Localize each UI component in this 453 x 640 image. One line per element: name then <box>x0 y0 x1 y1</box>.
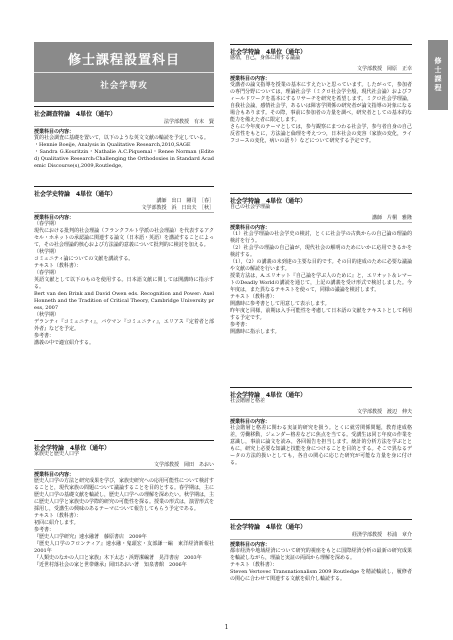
course-teacher: 経済学部教授 杉浦 章介 <box>351 532 412 538</box>
page-number: 1 <box>224 624 229 631</box>
paragraph: テキスト（教科書）： <box>34 513 82 519</box>
paragraph: ・Hennie Boeije, Analysis in Qualitative Research,2010,SAGE <box>34 142 191 148</box>
course-title: 社会学特論 4単位（通年） <box>34 440 214 452</box>
course-subtitle: 感情，自己，身体に関する議論 <box>230 55 301 61</box>
content-label: 授業科目の内容： <box>34 215 75 221</box>
paragraph: （秋学期） <box>34 312 60 318</box>
paragraph: 参考書： <box>34 333 55 339</box>
paragraph: （秋学期） <box>34 249 60 255</box>
paragraph: （2）社会学の理論の自己論が，現代社会の解明のためにいかに応用できるかを検討する。 <box>230 245 412 258</box>
course-subtitle: 家族史と歴史人口学 <box>34 451 80 457</box>
course-block <box>230 193 412 343</box>
separator <box>230 222 412 223</box>
course-content <box>34 478 220 569</box>
course-block <box>230 387 412 482</box>
course-content <box>230 82 412 145</box>
paragraph: 授業方法は，A.エリオット『自己論を学ぶ人のために』と，エリオット＆レマートのDeadly Worldの講読を通じて，上記の講義を受け形式で検討しました。今年度は，また異なるテキストを使って，同様の議論を検討します。 <box>230 273 412 293</box>
course-title: 社会調査特論 4単位（通年） <box>34 106 214 118</box>
course-block <box>34 106 214 169</box>
paragraph: 『近世村落社会の家と世帯継承』岡田あおい著 知泉書館 2006年 <box>34 562 187 568</box>
content-label: 授業科目の内容： <box>230 76 271 82</box>
course-block <box>230 44 412 149</box>
paragraph: 『歴史人口学研究』速水融著 藤原書店 2009年 <box>34 534 147 540</box>
paragraph: 初回に紹介します。 <box>34 520 79 526</box>
course-title: 社会学特論 4単位（通年） <box>230 519 412 531</box>
paragraph: テキスト（教科書）： <box>230 294 278 300</box>
course-content <box>230 425 412 467</box>
paragraph: 参考書： <box>230 322 251 328</box>
course-teacher: 文学部教授 渡辺 伸夫 <box>356 409 412 415</box>
paragraph: 質的社会調査に基礎を置いて，以下のような英文文献の輪読を予定している。 <box>34 135 209 141</box>
paragraph: 現代における批判的社会理論（フランクフルト学派の社会理論）を代表するアクセル・ホネットの承認論に関連する論文（日本語・英語）を講読することによって，その社会理論的核心および方法論的意義について批判的に検討を加える。 <box>34 228 215 248</box>
paragraph: 『人類史のなかの人口と家族』木下太志・浜野潔編著 晃洋書房 2003年 <box>34 555 202 561</box>
paragraph: コミュニティ論についての文献を講読する。 <box>34 256 134 262</box>
paragraph: Steven Vertovec Transnationalism 2009 Routledge を精読輪読し，履修者の関心に合わせて関連する文献を紹介し輪読する。 <box>230 569 412 582</box>
header-divider <box>34 72 214 73</box>
paragraph: 『歴史人口学のフロンティア』速水融・鬼頭宏・友部謙一編 東洋経済新報社 2001年 <box>34 541 220 554</box>
course-teacher: 文学部教授 岡田 あおい <box>153 462 214 468</box>
separator <box>230 416 412 417</box>
course-subtitle: 社会階層と格差 <box>230 398 266 404</box>
paragraph: 参考書： <box>34 527 55 533</box>
course-teacher: 講師 出口 剛司 ［春］ <box>156 198 214 204</box>
course-teacher: 文学部教授 岡原 正幸 <box>356 66 412 72</box>
course-teacher: 文学部教授 浜 日出夫 ［秋］ <box>141 205 214 211</box>
paragraph: （春学期） <box>34 270 60 276</box>
paragraph: 社会階層と格差に関わる実証的研究を扱う。とくに就労関係問題，教育達成格差，労働移動，ジェンダー格差などに焦点を当てる。受講生は同じ年度の作業を意識し，事前に論文を読み，各回報告を担当します。統計的分析方法を学ぶとともに，研究上必要な知識と技能を身につけることを目的とする。そこで異なるデータの方法的扱いとしても，各自の関心に応じた研究が可能な力量を身に付ける。 <box>230 425 412 466</box>
content-label: 授業科目の内容： <box>230 419 271 425</box>
paragraph: 都市経済や地域経済について研究的視座をもとに国際経済分析の最新の研究成果を輪読しながら，理論と実証の両面から理解を深める。 <box>230 548 412 561</box>
paragraph: 受講者の論文指導を授業の基本にすえたいと思っています。したがって，参加者の専門分野については，理論社会学（ミクロ社会学全般，現代社会論）およびフィールドワークを基本にするリサーチを研究を希望します。ミクロ社会学理論，自我社会論，感情社会学，あるいは障害学関係の研究者が論文指導の対象になる場合もあります。その際，事前に参加者の力量を調べ，研究者としての基本的な能力を備えた者に限定します。 <box>230 82 412 123</box>
paragraph: ・Sandra G.Kouritzin・Nathalie A.C.Piquemal・Renee Norman (Edited) Qualitative Research:Challenging the Orthodoxies in Standard Academic Discourse(s),2009,Routledge, <box>34 149 214 169</box>
paragraph: （1），（2）の講義の未到達の主要な目的です。その目的達成のために必要な議論や文献の解読を行います。 <box>230 259 412 272</box>
separator <box>230 73 412 74</box>
course-title: 社会学特論 4単位（通年） <box>230 44 412 56</box>
paragraph: 開講時に参考書として用意して表示します。 <box>230 301 330 307</box>
course-content <box>34 135 214 170</box>
course-block <box>34 186 215 346</box>
paragraph: 開講時に指示します。 <box>230 329 280 335</box>
course-block <box>34 440 220 600</box>
course-content <box>230 231 412 336</box>
paragraph: デランティ『コミュニティ』，バウマン『コミュニティ』，エリアス『定着者と部外者』などを予定。 <box>34 319 214 332</box>
separator <box>230 539 412 540</box>
course-title: 社会学特論 4単位（通年） <box>230 193 412 205</box>
page-title: 修士課程設置科目 <box>67 53 180 68</box>
separator <box>34 469 214 470</box>
paragraph: 英語文献として以下のものを使用する。日本語文献に関しては開講時に指示する。 <box>34 277 214 290</box>
paragraph: 歴史人口学の方法と研究成果を学び，家族史研究への応用可能性について検討することと，現代家族の問題について議論することを目的とする。春学期は，主に歴史人口学の基礎文献を輪読し，歴史人口学への理解を深めたい。秋学期は，主に歴史人口学と家族史の学際的研究の可能性を探る。授業の形式は，演習形式を採用し，受講生の興味のあるテーマについて報告してもらう予定である。 <box>34 478 215 512</box>
paragraph: Bert van den Brink and David Owen eds. Recognition and Power: Axel Honneth and the Tradition of Critical Theory, Cambridge University press, 2007 <box>34 291 214 311</box>
paragraph: 講義の中で適宜紹介する。 <box>34 340 95 346</box>
paragraph: さらに今年度のテーマとしては，参与観察にまつわる社会学，参与者自身の自己反省性をもとに，方法論と倫理を考えつつ，日本社会の変容（家族の変化，ライフコースの変化，病いの語り）などについて研究する予定です。 <box>230 124 412 144</box>
course-teacher: 法学部教授 有末 賢 <box>163 119 214 125</box>
content-label: 授業科目の内容： <box>34 472 75 478</box>
content-label: 授業科目の内容： <box>230 225 271 231</box>
course-content <box>230 548 412 583</box>
course-subtitle: 自己の社会学理論 <box>230 204 271 210</box>
paragraph: テキスト（教科書）： <box>34 263 82 269</box>
side-tab: 修士課程 <box>428 40 448 110</box>
page-header <box>34 42 214 102</box>
content-label: 授業科目の内容： <box>34 129 75 135</box>
paragraph: 昨年度と同様，前期は入手可能性を考慮して日本語の文献をテキストとして利用する予定です。 <box>230 308 412 321</box>
paragraph: テキスト（教科書）： <box>230 562 278 568</box>
course-title: 社会学特論 4単位（通年） <box>230 387 412 399</box>
course-teacher: 講師 片桐 雅隆 <box>371 215 412 221</box>
course-content <box>34 221 214 347</box>
separator <box>34 126 214 127</box>
course-title: 社会学史特論 4単位（通年） <box>34 186 214 198</box>
content-label: 授業科目の内容： <box>230 542 271 548</box>
page-subtitle: 社会学専攻 <box>100 81 148 91</box>
paragraph: （春学期） <box>34 221 60 227</box>
paragraph: （1）社会学理論の社会学史の検討，とくに社会学の古典からの自己論の理論的検討を行う。 <box>230 231 412 244</box>
course-block <box>230 519 412 609</box>
separator <box>34 212 214 213</box>
